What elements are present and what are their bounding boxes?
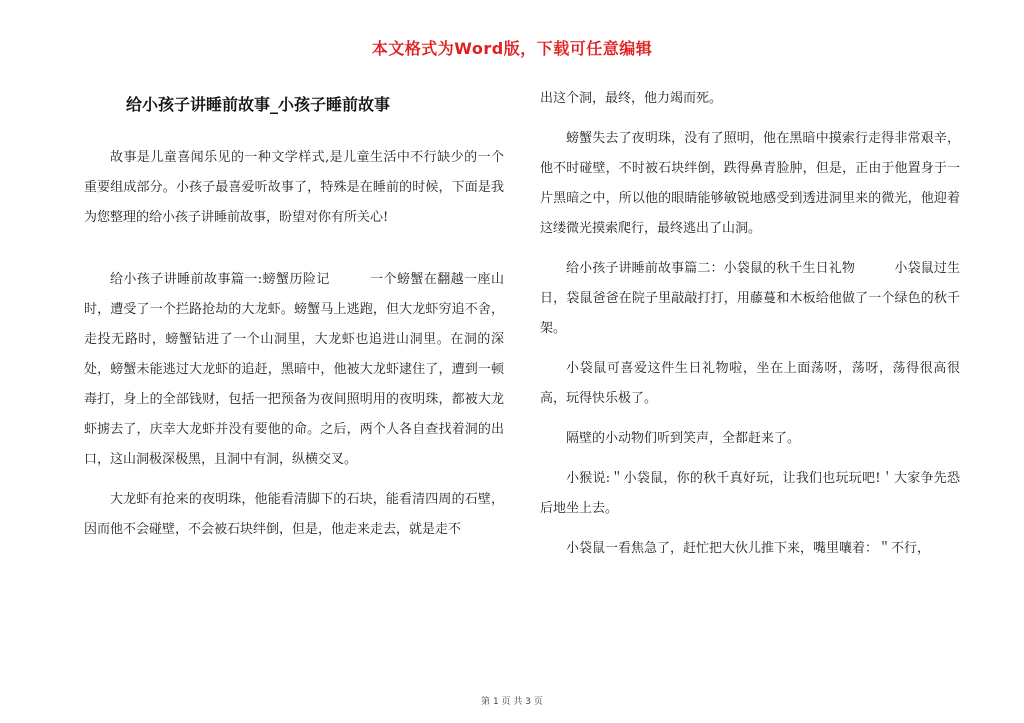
- page-number: 第 1 页 共 3 页: [481, 697, 543, 707]
- paragraph: 隔壁的小动物们听到笑声，全都赶来了。: [566, 431, 801, 446]
- paragraph: 出这个洞，最终，他力竭而死。: [540, 91, 723, 106]
- paragraph: 小袋鼠可喜爱这件生日礼物啦，坐在上面荡呀，荡呀，荡得很高很高，玩得快乐极了。: [540, 361, 960, 406]
- paragraph: 螃蟹失去了夜明珠，没有了照明，他在黑暗中摸索行走得非常艰辛，他不时碰壁，不时被石块绊倒，跌得鼻青脸肿，但是，正由于他置身于一片黑暗之中，所以他的眼睛能够敏锐地感受到透进洞里来的微光，他迎着这缕微光摸索爬行，最终逃出了山洞。: [540, 131, 960, 236]
- left-column: [84, 84, 504, 545]
- paragraph: 大龙虾有抢来的夜明珠，他能看清脚下的石块，能看清四周的石壁，因而他不会碰壁，不会被石块绊倒，但是，他走来走去，就是走不: [84, 492, 504, 537]
- document-title: 给小孩子讲睡前故事_小孩子睡前故事: [126, 95, 391, 114]
- paragraph: 故事是儿童喜闻乐见的一种文学样式,是儿童生活中不行缺少的一个重要组成部分。小孩子最喜爱听故事了，特殊是在睡前的时候，下面是我为您整理的给小孩子讲睡前故事，盼望对你有所关心!: [84, 150, 504, 225]
- paragraph: 给小孩子讲睡前故事篇二：小袋鼠的秋千生日礼物 小袋鼠过生日，袋鼠爸爸在院子里敲敲打打，用藤蔓和木板给他做了一个绿色的秋千架。: [540, 261, 960, 336]
- paragraph: 小猴说:＂小袋鼠，你的秋千真好玩，让我们也玩玩吧!＇大家争先恐后地坐上去。: [540, 471, 960, 516]
- download-banner: 本文格式为Word版，下载可任意编辑: [371, 39, 653, 58]
- right-column: [540, 84, 960, 564]
- paragraph: 给小孩子讲睡前故事篇一:螃蟹历险记 一个螃蟹在翻越一座山时，遭受了一个拦路抢劫的大龙虾。螃蟹马上逃跑，但大龙虾穷追不舍，走投无路时，螃蟹钻进了一个山洞里，大龙虾也追进山洞里。在洞的深处，螃蟹未能逃过大龙虾的追赶，黑暗中，他被大龙虾逮住了，遭到一顿毒打，身上的全部钱财，包括一把预备为夜间照明用的夜明珠，都被大龙虾掳去了，庆幸大龙虾并没有要他的命。之后，两个人各自查找着洞的出口，这山洞极深极黑，且洞中有洞，纵横交叉。: [84, 272, 504, 467]
- paragraph: 小袋鼠一看焦急了，赶忙把大伙儿推下来，嘴里嚷着：＂不行，: [566, 541, 931, 556]
